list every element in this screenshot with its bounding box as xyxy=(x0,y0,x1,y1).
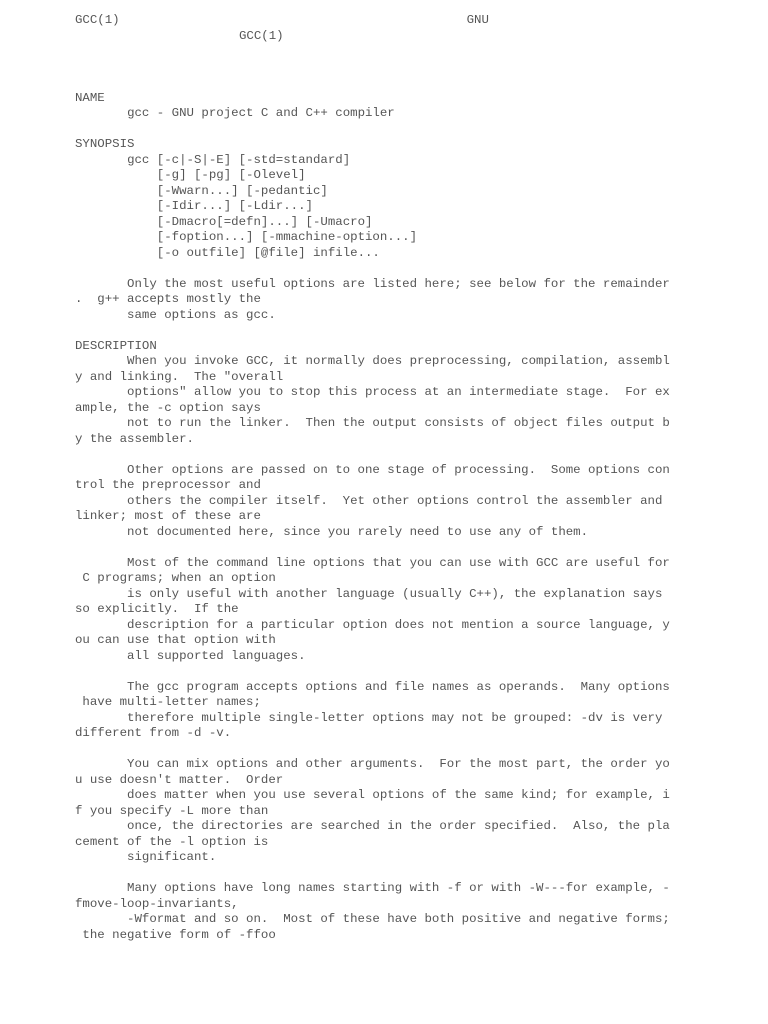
description-line: others the compiler itself. Yet other options control the assembler and xyxy=(75,493,663,508)
section-heading-synopsis: SYNOPSIS xyxy=(75,137,135,151)
description-line: fmove-loop-invariants, xyxy=(75,896,239,911)
description-line: cement of the -l option is xyxy=(75,834,269,849)
section-heading-name: NAME xyxy=(75,90,105,105)
running-header-continued xyxy=(75,29,765,45)
description-line: Many options have long names starting with -f or with -W---for example, - xyxy=(75,881,670,895)
header-center: GNU xyxy=(466,13,489,27)
description-line: therefore multiple single-letter options may not be grouped: -dv is very xyxy=(75,710,663,725)
description-line: not to run the linker. Then the output consists of object files output b xyxy=(75,416,670,430)
man-page xyxy=(75,13,765,943)
synopsis-line: [-g] [-pg] [-Olevel] xyxy=(127,168,306,182)
description-line: You can mix options and other arguments. For the most part, the order yo xyxy=(75,757,670,771)
synopsis-line: gcc [-c|-S|-E] [-std=standard] xyxy=(127,152,351,167)
description-line: not documented here, since you rarely need to use any of them. xyxy=(75,524,589,539)
description-line: ou can use that option with xyxy=(75,633,276,647)
description-line: significant. xyxy=(75,850,217,864)
description-line: Most of the command line options that you can use with GCC are useful for xyxy=(75,555,670,570)
section-heading-description: DESCRIPTION xyxy=(75,338,157,353)
description-line: u use doesn't matter. Order xyxy=(75,772,284,787)
description-line: all supported languages. xyxy=(75,648,306,663)
synopsis-line: [-foption...] [-mmachine-option...] xyxy=(127,230,418,244)
header-right: GCC(1) xyxy=(239,28,284,43)
description-line: When you invoke GCC, it normally does preprocessing, compilation, assembl xyxy=(75,354,670,368)
description-line: so explicitly. If the xyxy=(75,602,239,616)
synopsis-line: [-Dmacro[=defn]...] [-Umacro] xyxy=(127,214,373,229)
description-line: y the assembler. xyxy=(75,431,194,446)
description-line: once, the directories are searched in the order specified. Also, the pla xyxy=(75,819,670,833)
description-line: linker; most of these are xyxy=(75,509,261,523)
description-line: description for a particular option does not mention a source language, y xyxy=(75,617,670,632)
description-line: does matter when you use several options of the same kind; for example, i xyxy=(75,788,670,802)
name-text: gcc - GNU project C and C++ compiler xyxy=(127,106,395,120)
description-line: C programs; when an option xyxy=(75,571,276,585)
description-line: have multi-letter names; xyxy=(75,695,261,709)
description-line: is only useful with another language (usually C++), the explanation says xyxy=(75,586,663,601)
description-line: options" allow you to stop this process at an intermediate stage. For ex xyxy=(75,385,670,399)
description-line: The gcc program accepts options and file names as operands. Many options xyxy=(75,679,670,694)
description-line: trol the preprocessor and xyxy=(75,478,261,492)
description-line: f you specify -L more than xyxy=(75,803,269,818)
synopsis-note-line: Only the most useful options are listed here; see below for the remainder xyxy=(75,276,670,291)
description-line: the negative form of -ffoo xyxy=(75,927,276,942)
description-line: -Wformat and so on. Most of these have both positive and negative forms; xyxy=(75,912,670,926)
description-line: ample, the -c option says xyxy=(75,400,261,415)
synopsis-note-line: same options as gcc. xyxy=(75,307,276,322)
synopsis-line: [-Wwarn...] [-pedantic] xyxy=(127,183,328,198)
synopsis-line: [-o outfile] [@file] infile... xyxy=(127,245,380,260)
description-line: y and linking. The "overall xyxy=(75,369,284,384)
description-line: Other options are passed on to one stage of processing. Some options con xyxy=(75,462,670,477)
description-line: different from -d -v. xyxy=(75,726,232,740)
synopsis-note-line: . g++ accepts mostly the xyxy=(75,292,261,306)
header-left: GCC(1) xyxy=(75,13,120,27)
synopsis-line: [-Idir...] [-Ldir...] xyxy=(127,199,313,213)
running-header xyxy=(75,13,765,29)
